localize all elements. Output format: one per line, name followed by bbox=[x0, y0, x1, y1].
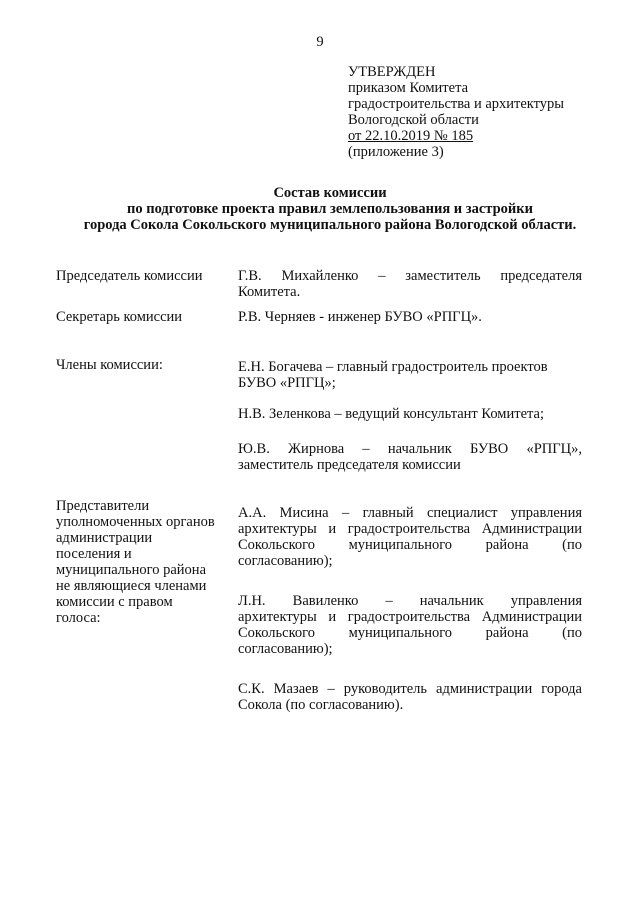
role-label: Председатель комиссии bbox=[56, 268, 203, 284]
member-line: БУВО «РПГЦ»; bbox=[238, 375, 336, 391]
member-chairman bbox=[238, 268, 582, 300]
role-label: не являющиеся членами bbox=[56, 578, 207, 594]
member-line: Н.В. Зеленкова – ведущий консультант Комитета; bbox=[238, 406, 544, 422]
member-bogacheva bbox=[238, 359, 582, 391]
approval-line: приказом Комитета bbox=[348, 80, 469, 96]
approval-order-ref: от 22.10.2019 № 185 bbox=[348, 128, 474, 144]
member-secretary bbox=[238, 309, 582, 325]
member-line: Комитета. bbox=[238, 284, 301, 300]
role-label: муниципального района bbox=[56, 562, 206, 578]
role-label: голоса: bbox=[56, 610, 101, 626]
role-members bbox=[56, 357, 216, 373]
role-label: администрации bbox=[56, 530, 153, 546]
page-number: 9 bbox=[316, 34, 324, 50]
role-label: уполномоченных органов bbox=[56, 514, 215, 530]
member-mazaev bbox=[238, 681, 582, 713]
approval-stamp bbox=[348, 64, 608, 160]
title-line: Состав комиссии bbox=[273, 185, 387, 201]
member-line: Сокольского муниципального района (по bbox=[238, 537, 582, 553]
role-label: Члены комиссии: bbox=[56, 357, 163, 373]
member-misina bbox=[238, 505, 582, 569]
approval-heading: УТВЕРЖДЕН bbox=[348, 64, 436, 80]
role-chairman bbox=[56, 268, 216, 284]
member-line: Ю.В. Жирнова – начальник БУВО «РПГЦ», bbox=[238, 441, 582, 457]
member-line: Е.Н. Богачева – главный градостроитель проектов bbox=[238, 359, 548, 375]
member-line: Р.В. Черняев - инженер БУВО «РПГЦ». bbox=[238, 309, 482, 325]
title-line: по подготовке проекта правил землепользования и застройки bbox=[127, 201, 533, 217]
member-vavilenko bbox=[238, 593, 582, 657]
member-line: Сокольского муниципального района (по bbox=[238, 625, 582, 641]
member-line: Сокола (по согласованию). bbox=[238, 697, 404, 713]
member-line: С.К. Мазаев – руководитель администрации города bbox=[238, 681, 582, 697]
member-line: согласованию); bbox=[238, 553, 333, 569]
member-zelenkova bbox=[238, 406, 582, 422]
member-line: заместитель председателя комиссии bbox=[238, 457, 461, 473]
title-line: города Сокола Сокольского муниципального района Вологодской области. bbox=[83, 217, 577, 233]
member-line: А.А. Мисина – главный специалист управления bbox=[238, 505, 582, 521]
role-label: Представители bbox=[56, 498, 150, 514]
member-line: архитектуры и градостроительства Администрации bbox=[238, 609, 582, 625]
member-line: Л.Н. Вавиленко – начальник управления bbox=[238, 593, 582, 609]
role-label: Секретарь комиссии bbox=[56, 309, 183, 325]
role-label: поселения и bbox=[56, 546, 132, 562]
member-line: Г.В. Михайленко – заместитель председателя bbox=[238, 268, 582, 284]
member-zhirnova bbox=[238, 441, 582, 473]
approval-appendix: (приложение 3) bbox=[348, 144, 444, 160]
document-title bbox=[40, 185, 620, 233]
role-label: комиссии с правом bbox=[56, 594, 173, 610]
role-representatives bbox=[56, 498, 216, 626]
approval-line: Вологодской области bbox=[348, 112, 479, 128]
role-secretary bbox=[56, 309, 216, 325]
member-line: архитектуры и градостроительства Администрации bbox=[238, 521, 582, 537]
member-line: согласованию); bbox=[238, 641, 333, 657]
approval-line: градостроительства и архитектуры bbox=[348, 96, 565, 112]
